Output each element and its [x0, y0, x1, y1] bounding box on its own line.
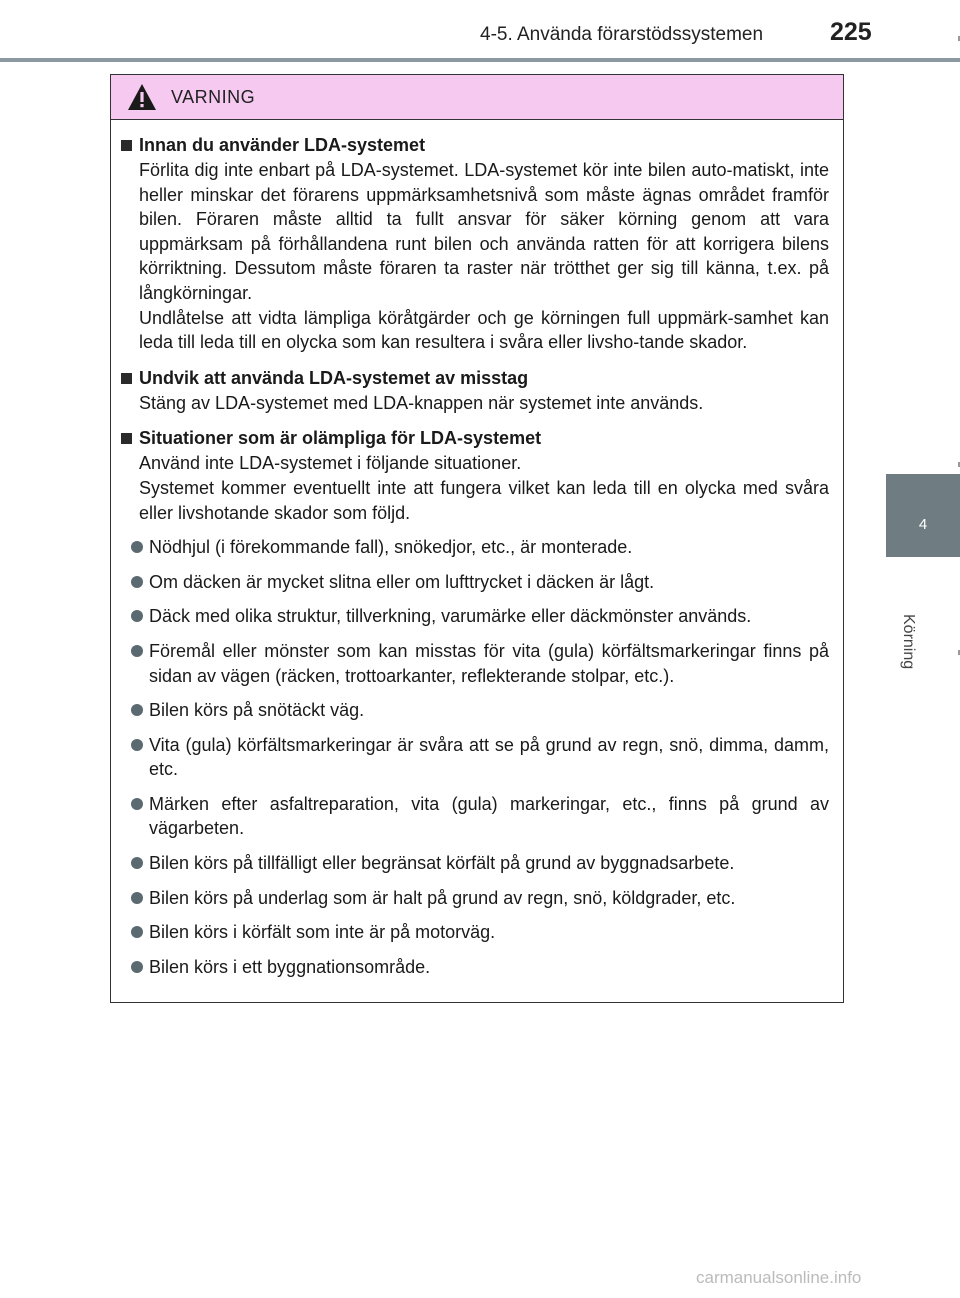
- list-item: [131, 570, 829, 595]
- bullet-dot-icon: [131, 576, 143, 588]
- square-bullet-icon: [121, 373, 132, 384]
- list-item-text: Bilen körs på underlag som är halt på grund av regn, snö, köldgrader, etc.: [149, 887, 736, 908]
- list-item: [131, 733, 829, 782]
- paragraph: Förlita dig inte enbart på LDA-systemet. LDA-systemet kör inte bilen auto-matiskt, inte heller minskar det förarens uppmärksamhetsnivå som måste ägnas området framför bilen. Föraren måste alltid ta fullt ansvar för säker körning genom att vara uppmärksam på förhållandena runt bilen och använda ratten för att korrigera bilens körriktning. Dessutom måste föraren ta raster när trötthet ger sig till känna, t.ex. på långkörningar.: [139, 160, 829, 303]
- bullet-dot-icon: [131, 610, 143, 622]
- list-item: [131, 851, 829, 876]
- square-bullet-icon: [121, 140, 132, 151]
- list-item-text: Om däcken är mycket slitna eller om lufttrycket i däcken är lågt.: [149, 571, 655, 592]
- list-item-text: Bilen körs i ett byggnationsområde.: [149, 956, 431, 977]
- section-before-use: [121, 132, 829, 355]
- warning-triangle-icon: [127, 83, 157, 111]
- page-number: 225: [830, 18, 872, 46]
- list-item-text: Nödhjul (i förekommande fall), snökedjor, etc., är monterade.: [149, 537, 633, 558]
- warning-body: [111, 120, 843, 979]
- bullet-dot-icon: [131, 645, 143, 657]
- list-item-text: Bilen körs på tillfälligt eller begränsat körfält på grund av byggnadsarbete.: [149, 853, 735, 874]
- header-title: 4-5. Använda förarstödssystemen: [480, 24, 764, 45]
- list-item-text: Bilen körs i körfält som inte är på motorväg.: [149, 922, 496, 943]
- watermark: carmanualsonline.info: [696, 1268, 862, 1287]
- section-title-text: Undvik att använda LDA-systemet av misstag: [139, 367, 529, 388]
- bullet-dot-icon: [131, 961, 143, 973]
- list-item-text: Föremål eller mönster som kan misstas för vita (gula) körfältsmarkeringar finns på sidan av vägen (räcken, trottoarkanter, reflekterande stolpar, etc.).: [149, 640, 829, 686]
- list-item: [131, 639, 829, 688]
- section-title: [121, 132, 829, 158]
- paragraph: Använd inte LDA-systemet i följande situationer.: [139, 453, 522, 474]
- bullet-dot-icon: [131, 739, 143, 751]
- bullet-dot-icon: [131, 926, 143, 938]
- section-avoid-mistake: [121, 365, 829, 416]
- list-item: [131, 886, 829, 911]
- list-item-text: Vita (gula) körfältsmarkeringar är svåra att se på grund av regn, snö, dimma, damm, etc.: [149, 734, 829, 780]
- warning-header: [111, 75, 843, 120]
- list-item: [131, 604, 829, 629]
- chapter-tab[interactable]: [886, 474, 960, 557]
- square-bullet-icon: [121, 433, 132, 444]
- warning-box: [110, 74, 844, 1003]
- section-unsuitable-situations: [121, 425, 829, 979]
- list-item-text: Däck med olika struktur, tillverkning, varumärke eller däckmönster används.: [149, 606, 752, 627]
- bullet-dot-icon: [131, 541, 143, 553]
- bullet-dot-icon: [131, 857, 143, 869]
- list-item: [131, 792, 829, 841]
- paragraph: Stäng av LDA-systemet med LDA-knappen när systemet inte används.: [139, 392, 704, 413]
- section-title: [121, 425, 829, 451]
- chapter-label: Körning: [900, 614, 917, 670]
- section-title-text: Innan du använder LDA-systemet: [139, 135, 426, 155]
- section-title-text: Situationer som är olämpliga för LDA-systemet: [139, 428, 542, 449]
- bullet-dot-icon: [131, 798, 143, 810]
- list-item: [131, 955, 829, 980]
- header-rule: [0, 58, 960, 62]
- warning-label: VARNING: [171, 87, 256, 107]
- bullet-dot-icon: [131, 704, 143, 716]
- chapter-number: 4: [918, 516, 928, 533]
- paragraph: Undlåtelse att vidta lämpliga köråtgärder och ge körningen full uppmärk-samhet kan leda till leda till en olycka som kan resultera i svåra eller livsho-tande skador.: [139, 307, 829, 353]
- list-item-text: Bilen körs på snötäckt väg.: [149, 700, 365, 721]
- paragraph: Systemet kommer eventuellt inte att fungera vilket kan leda till en olycka med svåra eller livshotande skador som följd.: [139, 477, 829, 523]
- bullet-dot-icon: [131, 892, 143, 904]
- section-title: [121, 365, 829, 391]
- list-item-text: Märken efter asfaltreparation, vita (gula) markeringar, etc., finns på grund av vägarbeten.: [149, 793, 829, 839]
- list-item: [131, 920, 829, 945]
- list-item: [131, 535, 829, 560]
- list-item: [131, 698, 829, 723]
